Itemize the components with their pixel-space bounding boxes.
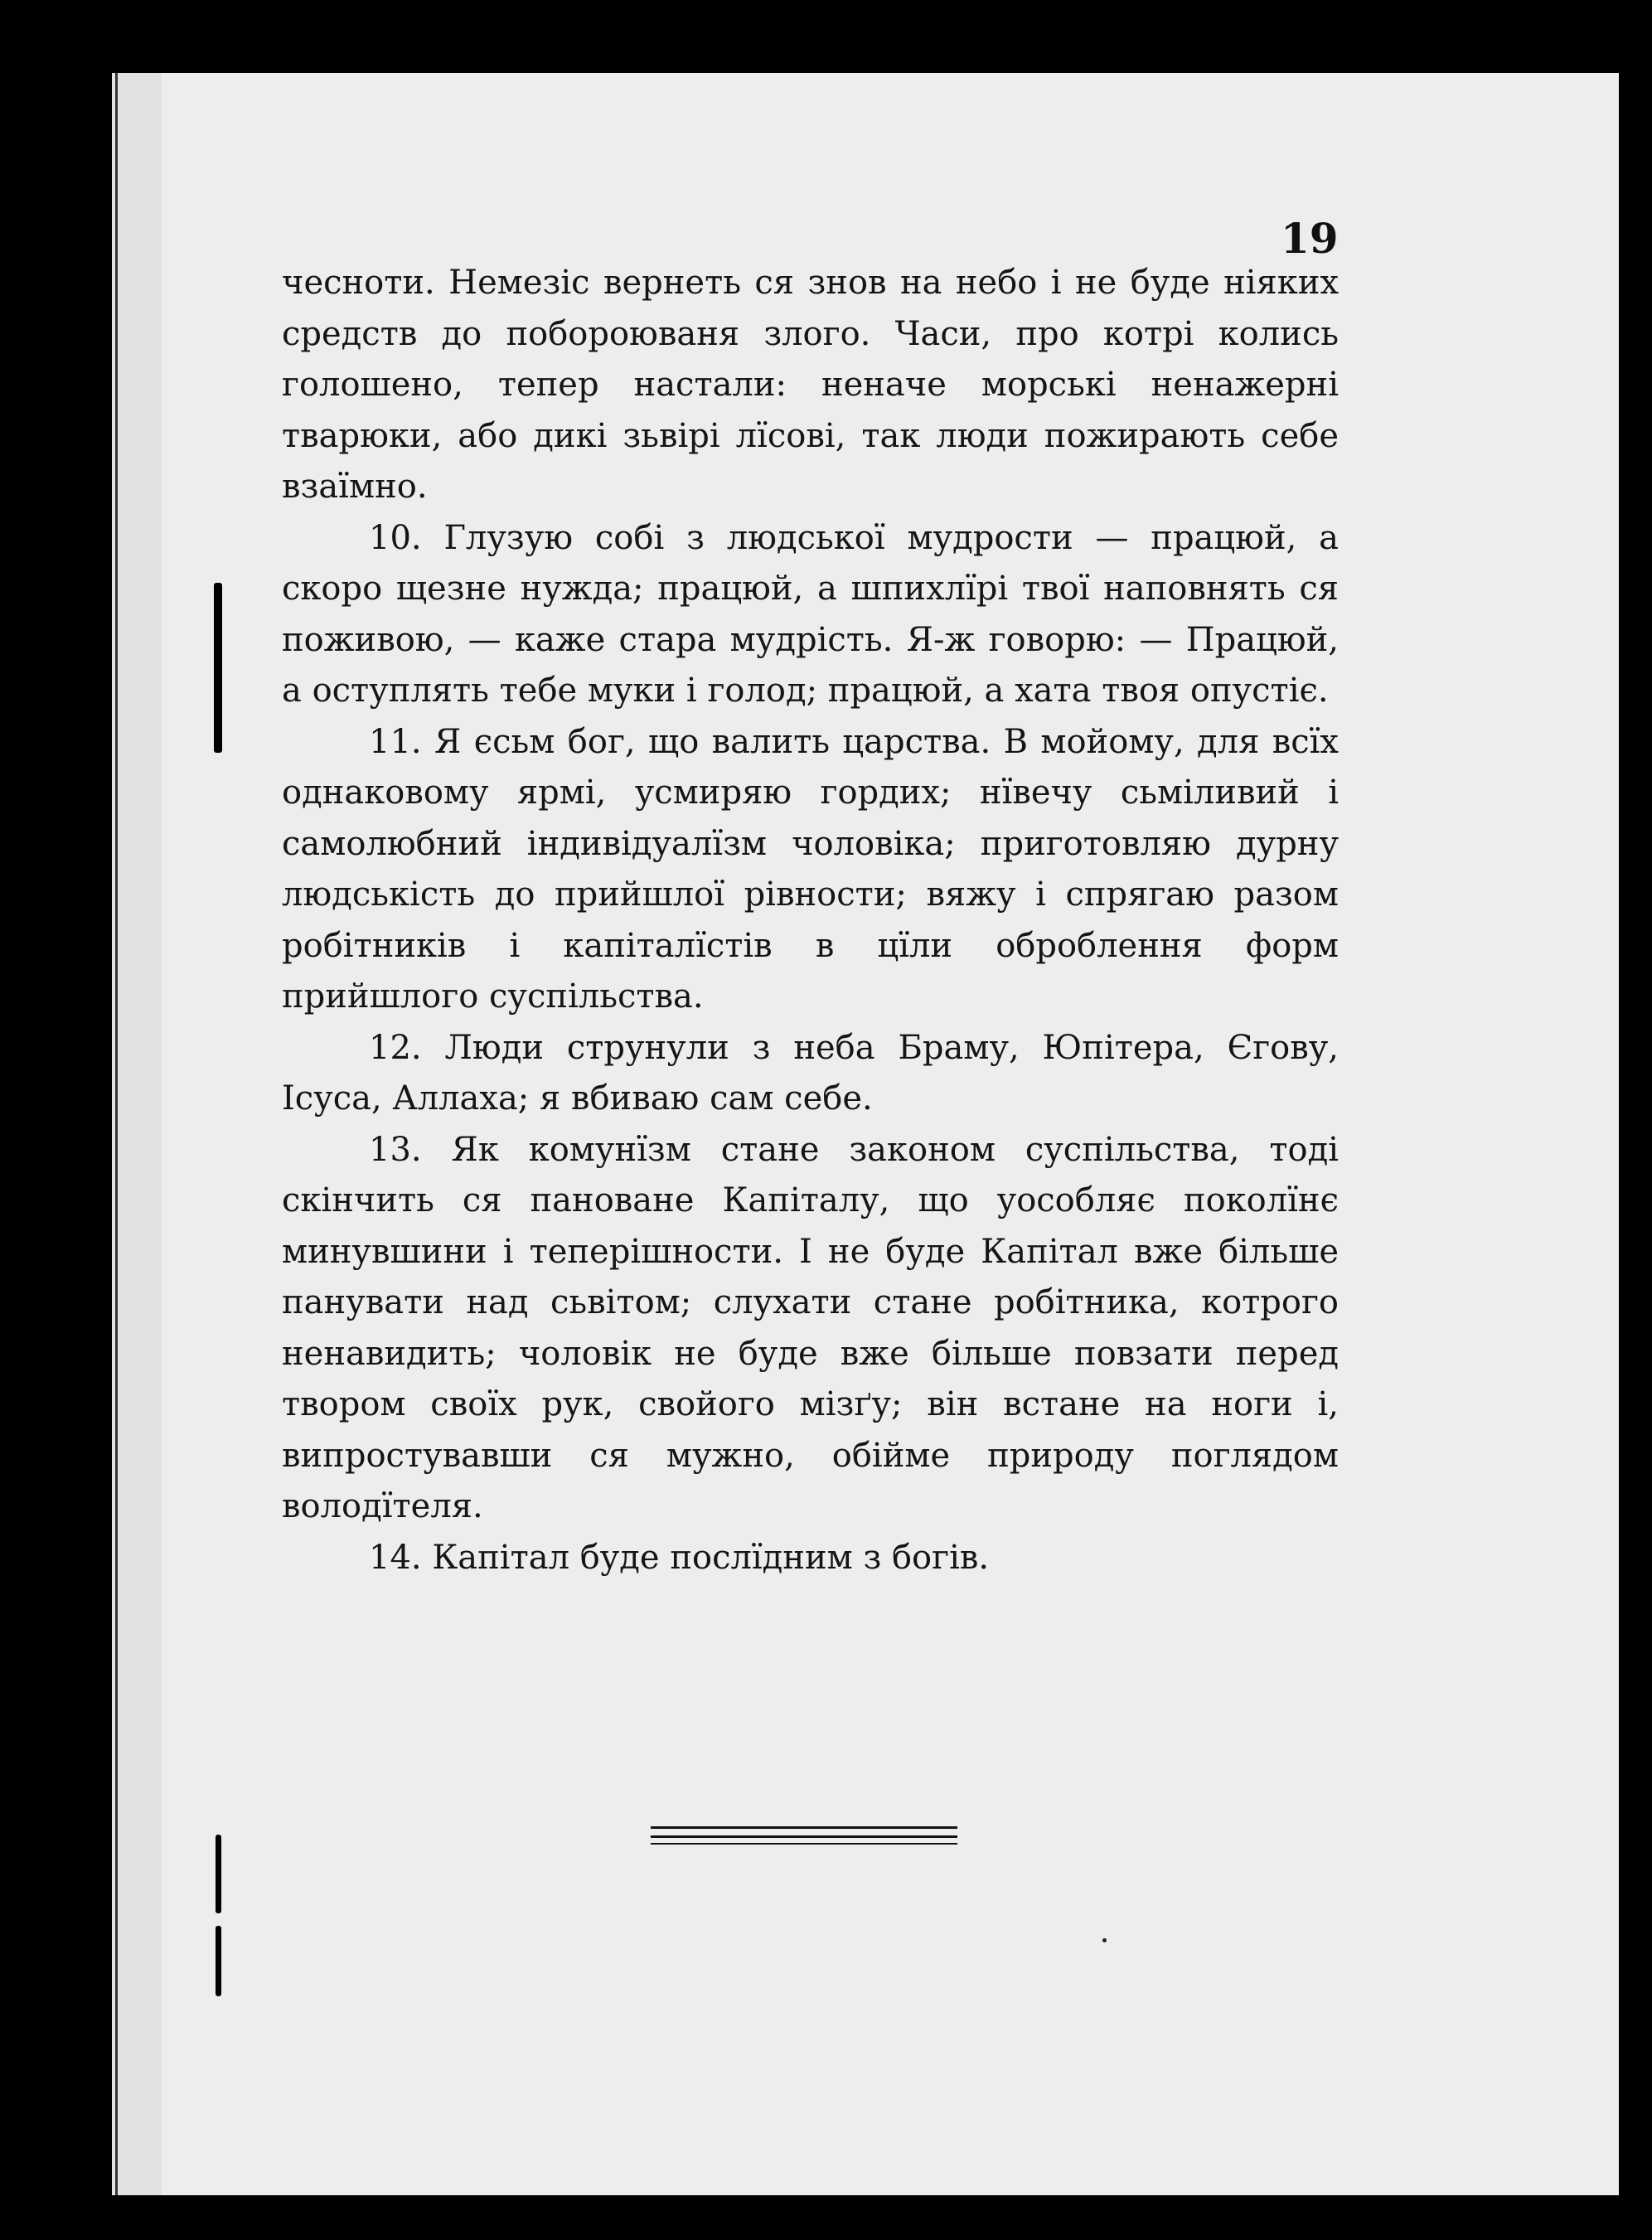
paragraph-continuation: чесноти. Немезіс вернеть ся знов на небо і не буде ніяких средств до побороюваня злого. Часи, про котрі колись голошено, тепер настали: неначе морські ненажерні тварюки, або дикі зьвірі лїсові, так люди пожирають себе взаїмно. xyxy=(282,264,1339,506)
paragraph-11: 11. Я єсьм бог, що валить царства. В мойому, для всїх однаковому ярмі, усмиряю гордих; нївечу сьміливий і самолюбний індивідуалїзм чоловіка; приготовляю дурну людськість до прийшлої рівности; вяжу і спрягаю разом робітників і капіталїстів в цїли оброблення форм прийшлого суспільства. xyxy=(282,722,1339,1016)
binding-mark-upper xyxy=(214,583,222,753)
binding-mark-lower-2 xyxy=(216,1926,221,1996)
paragraph-12: 12. Люди струнули з неба Браму, Юпітера, Єгову, Ісуса, Аллаха; я вбиваю сам себе. xyxy=(282,1028,1339,1118)
binding-mark-lower-1 xyxy=(216,1835,221,1913)
page-fold-line xyxy=(115,73,118,2195)
page-number: 19 xyxy=(1281,214,1339,263)
paragraph-10: 10. Глузую собі з людської мудрости — працюй, а скоро щезне нужда; працюй, а шпихлїрі твої наповнять ся поживою, — каже стара мудрість. Я-ж говорю: — Працюй, а оступлять тебе муки і голод; працюй, а хата твоя опустіє. xyxy=(282,518,1339,710)
book-page xyxy=(112,73,1619,2195)
end-rule-bottom xyxy=(651,1843,957,1845)
paragraph-13: 13. Як комунїзм стане законом суспільства, тоді скінчить ся пановане Капіталу, що уособляє поколїнє минувшини і теперішности. І не буде Капітал вже більше панувати над сьвітом; слухати стане робітника, котрого ненавидить; чоловік не буде вже більше повзати перед твором своїх рук, свойого мізґу; він встане на ноги і, випростувавши ся мужно, обійме природу поглядом володїтеля. xyxy=(282,1130,1339,1525)
end-rule-top xyxy=(651,1826,957,1829)
page-text xyxy=(282,258,1339,1583)
page-gutter xyxy=(112,73,162,2195)
end-rule-middle xyxy=(651,1835,957,1838)
ink-speck xyxy=(1102,1938,1107,1942)
paragraph-14: 14. Капітал буде послїдним з богів. xyxy=(369,1538,990,1577)
